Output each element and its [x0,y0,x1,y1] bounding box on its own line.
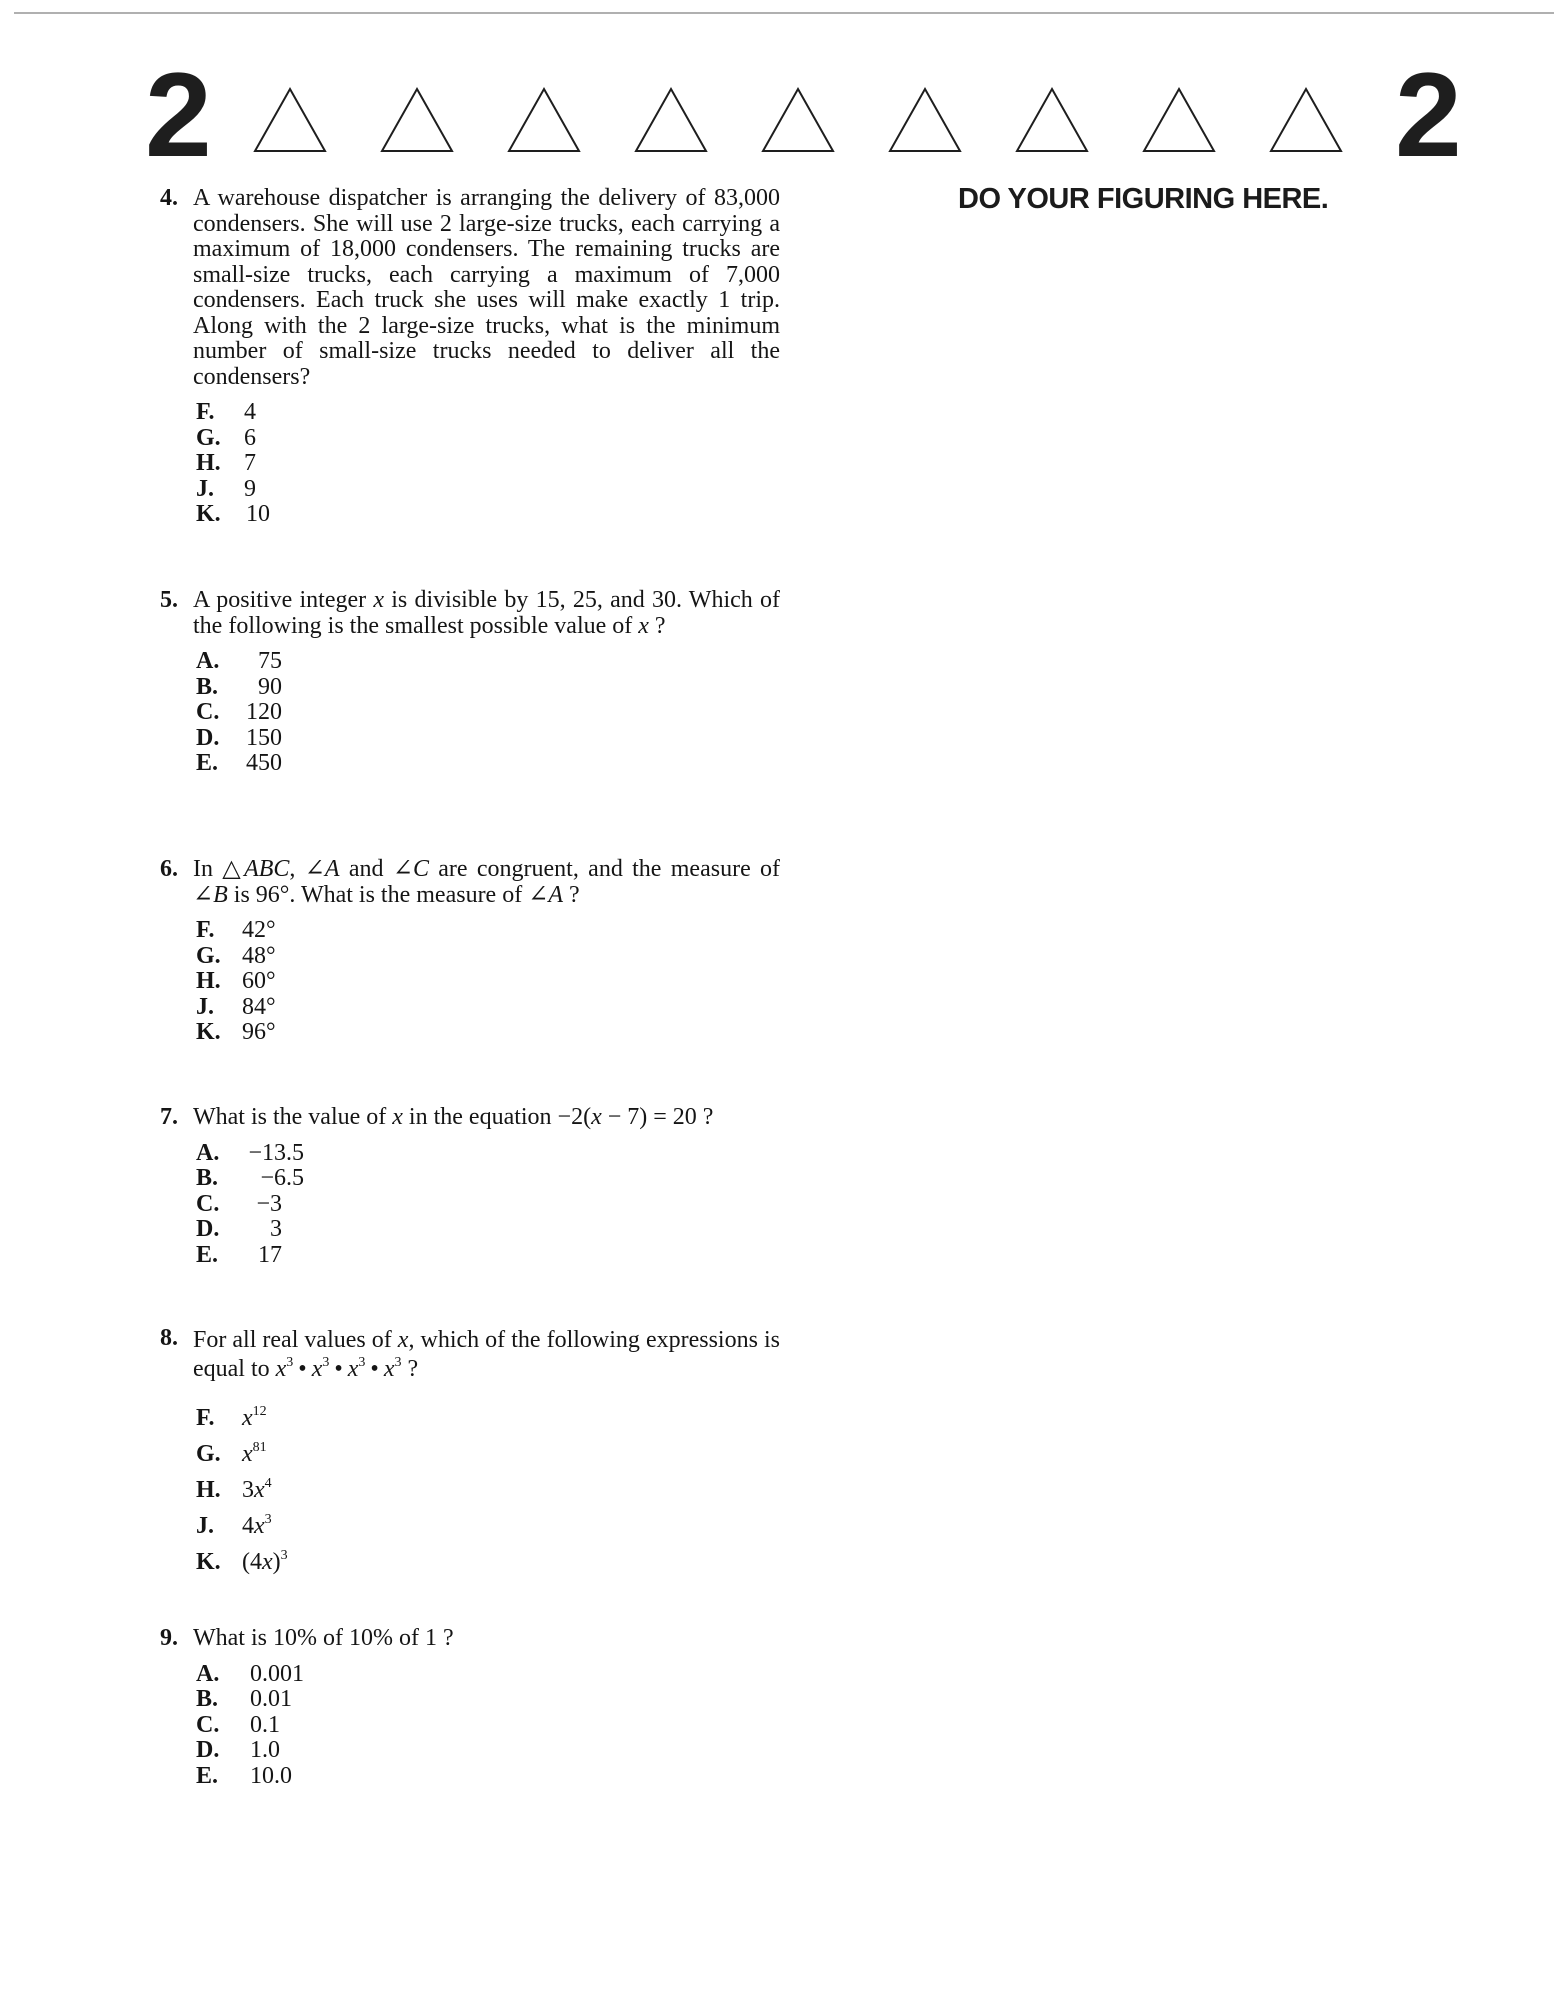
question-number: 9. [160,1625,178,1651]
answer-choice[interactable]: H. 7 [196,450,256,476]
answer-choice[interactable]: E. 17 [196,1241,282,1268]
question-number: 5. [160,587,178,613]
question-stem: For all real values of x, which of the following expressions is equal to $x^3$ • $x^3$ • $x^3$ • $x^3$ ? [193,1327,780,1382]
question-number: 8. [160,1325,178,1351]
question-6 [160,857,780,1046]
question-stem: In △ABC, ∠A and ∠C are congruent, and the measure of ∠B is 96°. What is the measure of ∠A ? [193,856,781,908]
answer-choices [196,1141,780,1269]
answer-choice[interactable]: G. $x^{81}$ [196,1440,267,1467]
triangle-row [252,86,1402,166]
answer-choice[interactable]: B. −6.5 [196,1165,304,1191]
question-number: 4. [160,185,178,211]
answer-choice[interactable]: J. 9 [196,475,256,502]
answer-choice[interactable]: K. 96° [196,1019,276,1045]
section-number-left: 2 [145,48,212,182]
answer-choice[interactable]: A. 75 [196,648,282,674]
answer-choice[interactable]: G. 48° [196,942,276,969]
answer-choice[interactable]: J. $4x^3$ [196,1512,272,1539]
triangle-icon [633,86,709,154]
answer-choices [196,1662,780,1790]
question-9 [160,1626,780,1789]
section-header [0,0,1554,180]
answer-choice[interactable]: E. 10.0 [196,1762,292,1789]
figuring-area-label: DO YOUR FIGURING HERE. [958,183,1329,215]
answer-choice[interactable]: H. $3x^4$ [196,1476,272,1503]
answer-choice[interactable]: A. −13.5 [196,1139,304,1166]
answer-choices [196,400,780,528]
triangle-icon [1014,86,1090,154]
answer-choice[interactable]: B. 90 [196,673,282,700]
question-4 [160,186,780,528]
answer-choice[interactable]: H. 60° [196,968,276,994]
answer-choice[interactable]: D. 1.0 [196,1737,280,1763]
answer-choice[interactable]: F. 42° [196,917,276,943]
triangle-icon [506,86,582,154]
question-stem: A warehouse dispatcher is arranging the delivery of 83,000 condensers. She will use 2 large-size trucks, each carrying a maximum of 18,000 condensers. The remaining trucks are small-size trucks, each carrying a maximum of 7,000 condensers. Each truck she uses will make exactly 1 trip. Along with the 2 large-size trucks, what is the minimum number of small-size trucks needed to deliver all the condensers? [193,185,780,390]
answer-choices [196,918,780,1046]
answer-choice[interactable]: C. 0.1 [196,1711,280,1738]
question-stem: What is 10% of 10% of 1 ? [193,1625,454,1651]
question-number: 7. [160,1104,178,1130]
question-5 [160,588,780,777]
triangle-icon [1268,86,1344,154]
question-stem: A positive integer x is divisible by 15, 25, and 30. Which of the following is the smallest possible value of x ? [193,587,781,639]
answer-choice[interactable]: G. 6 [196,424,256,451]
answer-choice[interactable]: F. 4 [196,399,256,425]
answer-choice[interactable]: K. $(4x)^3$ [196,1548,288,1575]
answer-choices [196,649,780,777]
answer-choice[interactable]: E. 450 [196,750,282,776]
question-7 [160,1105,780,1268]
triangle-icon [760,86,836,154]
answer-choice[interactable]: C. −3 [196,1190,282,1217]
answer-choice[interactable]: A. 0.001 [196,1660,304,1687]
answer-choice[interactable]: F. $x^{12}$ [196,1404,267,1431]
triangle-icon [379,86,455,154]
triangle-icon [887,86,963,154]
question-8 [160,1326,780,1586]
triangle-icon [1141,86,1217,154]
answer-choice[interactable]: C. 120 [196,699,282,725]
question-stem: What is the value of x in the equation −2(x − 7) = 20 ? [193,1104,714,1130]
question-number: 6. [160,856,178,882]
answer-choice[interactable]: D. 3 [196,1216,282,1242]
answer-choices [196,1406,780,1586]
answer-choice[interactable]: J. 84° [196,993,276,1020]
section-number-right: 2 [1395,48,1462,182]
triangle-icon [252,86,328,154]
answer-choice[interactable]: B. 0.01 [196,1686,292,1712]
answer-choice[interactable]: K. 10 [196,501,270,527]
answer-choice[interactable]: D. 150 [196,724,282,751]
